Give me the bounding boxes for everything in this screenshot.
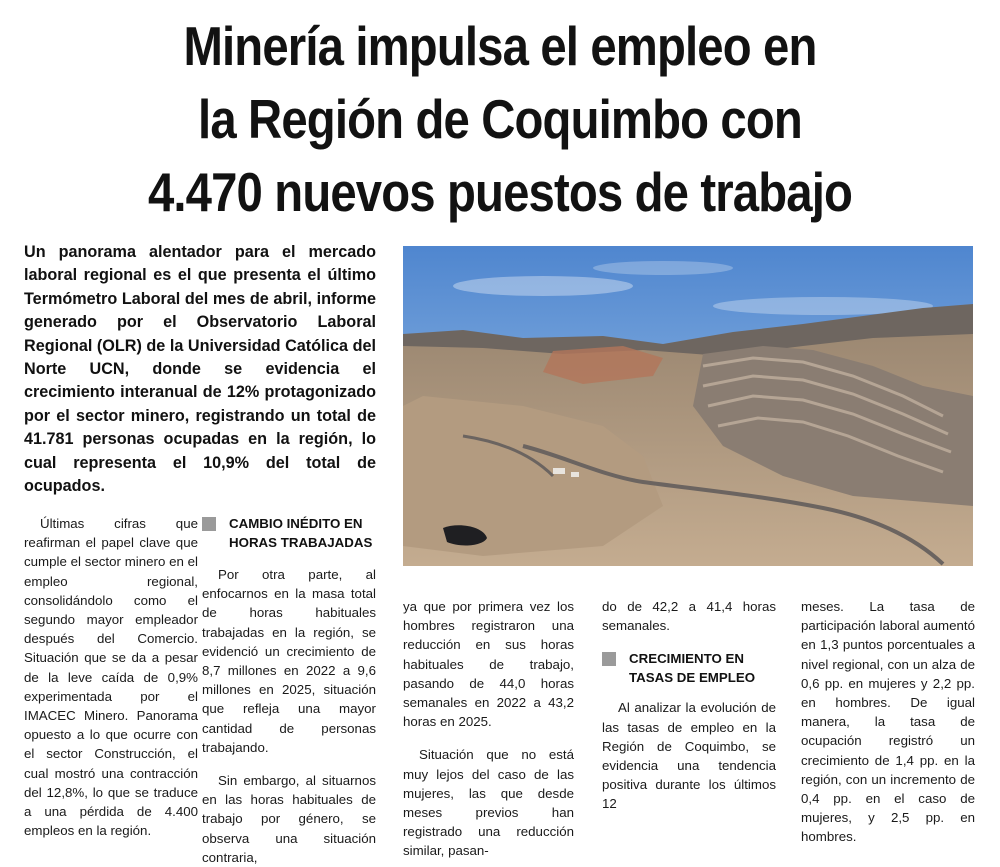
column-5-paragraph-1: meses. La tasa de participación laboral aumentó en 1,3 puntos porcentuales a nivel regional, con un alza de 0,6 pp. en mujeres y 2,2 pp. en hombres. De igual manera, la tasa de ocupación registró un crecimiento de 1,4 pp. en la región, con un incremento de 0,4 pp. en el caso de mujeres, y 2,5 pp. en hombres.: [801, 599, 975, 845]
body-column-1: [24, 514, 198, 840]
column-4-paragraph-2: Al analizar la evolución de las tasas de empleo en la Región de Coquimbo, se evidencia una tendencia positiva durante los últimos 12: [602, 700, 776, 812]
column-2-paragraph-2: Sin embargo, al situarnos en las horas habituales de trabajo por género, se observa una situación contraria,: [202, 773, 376, 865]
subhead-text: CRECIMIENTO EN TASAS DE EMPLEO: [629, 651, 756, 686]
column-1-paragraph-1: Últimas cifras que reafirman el papel clave que cumple el sector minero en el empleo regional, consolidándolo como el segundo mayor empleador después del Comercio. Situación que se da a pesar de la leve caída de 0,9% experimentada por el IMACEC Minero. Panorama opuesto a lo que ocurre con el sector Construcción, el cual mostró una contracción del 12,8%, lo que se traduce a una pérdida de 4.400 empleos en la región.: [24, 516, 198, 839]
headline: [70, 10, 930, 229]
subhead-tasas-empleo: [602, 649, 776, 687]
column-4-paragraph-1: do de 42,2 a 41,4 horas semanales.: [602, 599, 776, 634]
subhead-horas-trabajadas: [202, 514, 376, 552]
body-column-5: [801, 597, 975, 847]
body-column-2: [202, 514, 376, 867]
body-column-4: [602, 597, 776, 814]
lead-paragraph: Un panorama alentador para el mercado laboral regional es el que presenta el último Termómetro Laboral del mes de abril, informe generado por el Observatorio Laboral Regional (OLR) de la Universidad Católica del Norte UCN, donde se evidencia el crecimiento interanual de 12% protagonizado por el sector minero, registrando un total de 41.781 personas ocupadas en la región, lo cual representa el 10,9% del total de ocupados.: [24, 243, 376, 496]
mine-photo: [403, 246, 973, 566]
column-2-paragraph-1: Por otra parte, al enfocarnos en la masa total de horas habituales trabajadas en la región, se evidenció un crecimiento de 8,7 millones en 2022 a 9,6 millones en 2025, situación que refleja una mayor cantidad de personas trabajando.: [202, 567, 376, 755]
mine-photo-illustration: [403, 246, 973, 566]
headline-line-1: Minería impulsa el empleo en: [183, 15, 817, 77]
subhead-square-icon: [202, 517, 216, 531]
subhead-text: CAMBIO INÉDITO EN HORAS TRABAJADAS: [229, 516, 373, 550]
column-3-paragraph-1: ya que por primera vez los hombres registraron una reducción en sus horas habituales de trabajo, pasando de 44,0 horas semanales en 2022 a 43,2 horas en 2025.: [403, 599, 574, 730]
column-3-paragraph-2: Situación que no está muy lejos del caso de las mujeres, las que desde meses previos han registrado una reducción similar, pasan-: [403, 747, 574, 859]
headline-line-3: 4.470 nuevos puestos de trabajo: [147, 161, 853, 223]
headline-line-2: la Región de Coquimbo con: [198, 88, 802, 150]
body-column-3: [403, 597, 574, 861]
subhead-square-icon: [602, 652, 616, 666]
